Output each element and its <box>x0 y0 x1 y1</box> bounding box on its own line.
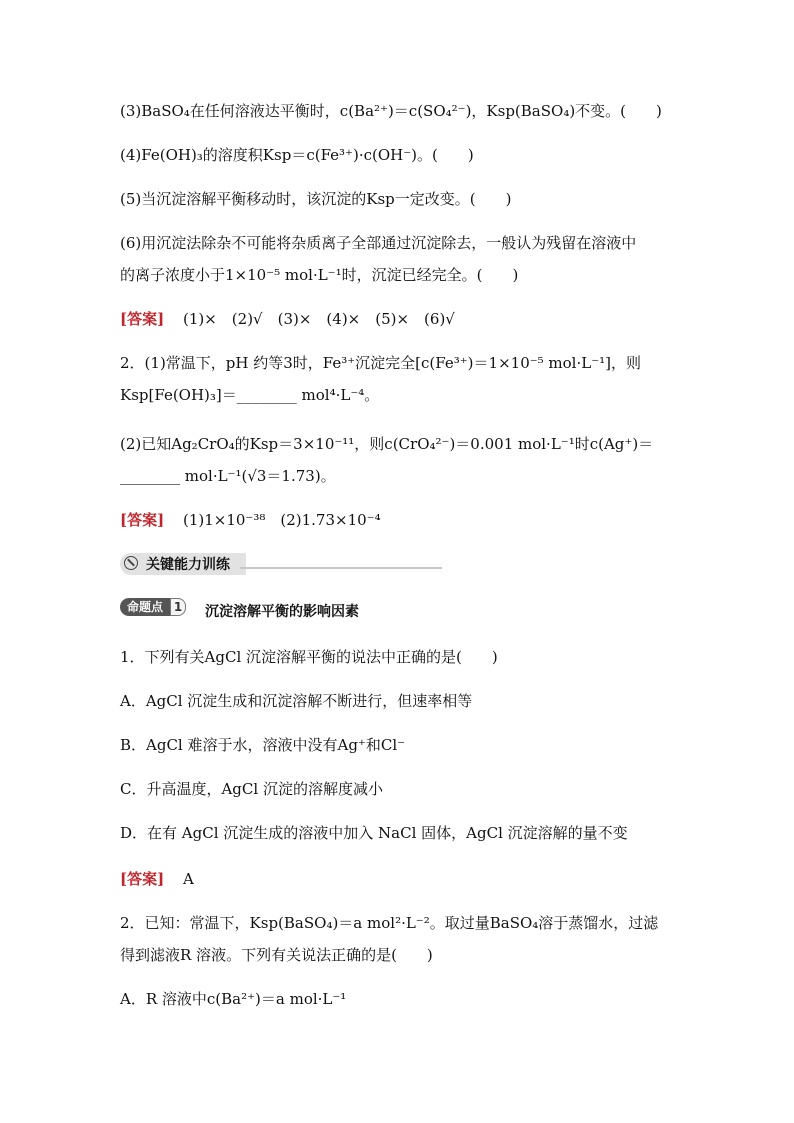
option-c: C．升高温度，AgCl 沉淀的溶解度减小 <box>120 780 383 798</box>
section-rule <box>240 567 442 569</box>
answer-text: A <box>182 870 194 888</box>
answer-2 <box>120 510 381 530</box>
line-q2-2: Ksp[Fe(OH)₃]＝________ mol⁴·L⁻⁴。 <box>120 386 380 404</box>
topic-title: 沉淀溶解平衡的影响因素 <box>205 604 359 620</box>
answer-label: [答案] <box>120 310 165 328</box>
no-entry-icon <box>124 556 138 570</box>
line-q6-part2: 的离子浓度小于1×10⁻⁵ mol·L⁻¹时，沉淀已经完全。( ) <box>120 266 519 284</box>
section-title: 关键能力训练 <box>146 557 230 573</box>
line-q6-part1: (6)用沉淀法除杂不可能将杂质离子全部通过沉淀除去，一般认为残留在溶液中 <box>120 234 637 252</box>
topic-tag <box>120 598 186 616</box>
option-b: B．AgCl 难溶于水，溶液中没有Ag⁺和Cl⁻ <box>120 736 406 754</box>
line-q5: (5)当沉淀溶解平衡移动时，该沉淀的Ksp一定改变。( ) <box>120 190 512 208</box>
topic-tag-number: 1 <box>170 598 186 616</box>
answer-text: (1)1×10⁻³⁸ (2)1.73×10⁻⁴ <box>182 511 381 529</box>
answer-label: [答案] <box>120 870 165 888</box>
line-q2-3: (2)已知Ag₂CrO₄的Ksp＝3×10⁻¹¹，则c(CrO₄²⁻)＝0.001 mol·L⁻¹时c(Ag⁺)＝ <box>120 435 654 453</box>
answer-text: (1)× (2)√ (3)× (4)× (5)× (6)√ <box>182 310 455 328</box>
answer-3 <box>120 869 194 889</box>
problem-2-line2: 得到滤液R 溶液。下列有关说法正确的是( ) <box>120 946 433 964</box>
answer-label: [答案] <box>120 511 165 529</box>
line-q2-1: 2．(1)常温下，pH 约等3时，Fe³⁺沉淀完全[c(Fe³⁺)＝1×10⁻⁵ mol·L⁻¹]，则 <box>120 354 641 372</box>
problem-2-line1: 2．已知：常温下，Ksp(BaSO₄)＝a mol²·L⁻²。取过量BaSO₄溶于蒸馏水，过滤 <box>120 914 659 932</box>
answer-1 <box>120 309 455 329</box>
line-q3: (3)BaSO₄在任何溶液达平衡时，c(Ba²⁺)＝c(SO₄²⁻)，Ksp(BaSO₄)不变。( ) <box>120 102 662 120</box>
line-q2-4: ________ mol·L⁻¹(√3＝1.73)。 <box>120 467 336 485</box>
option-a: A．AgCl 沉淀生成和沉淀溶解不断进行，但速率相等 <box>120 692 473 710</box>
topic-tag-label: 命题点 <box>120 598 170 616</box>
option-d: D．在有 AgCl 沉淀生成的溶液中加入 NaCl 固体，AgCl 沉淀溶解的量不变 <box>120 824 628 842</box>
problem-2-option-a: A．R 溶液中c(Ba²⁺)＝a mol·L⁻¹ <box>120 990 347 1008</box>
line-q4: (4)Fe(OH)₃的溶度积Ksp＝c(Fe³⁺)·c(OH⁻)。( ) <box>120 146 474 164</box>
section-header <box>120 553 442 575</box>
problem-1: 1．下列有关AgCl 沉淀溶解平衡的说法中正确的是( ) <box>120 648 498 666</box>
